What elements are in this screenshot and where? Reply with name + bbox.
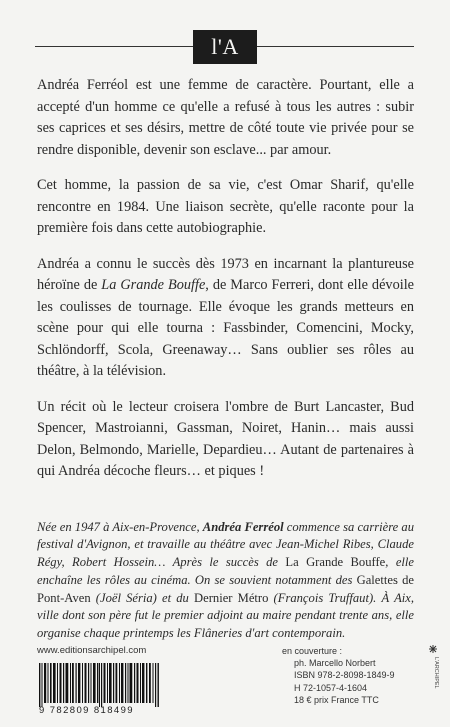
- paragraph-career: Andréa a connu le succès dès 1973 en incarnant la plantureuse héroïne de La Grande Bouffe, de Marco Ferreri, dont elle dévoile les coulisses de tournage. Elle évoque les grands metteurs en scène pour qui elle tourna : Fassbinder, Comencini, Mocky, Schlöndorff, Scola, Greenaway… Sans oublier ses rôles au théâtre, à la télévision.: [37, 255, 415, 379]
- paragraph-intro: Andréa Ferréol est une femme de caractère. Pourtant, elle a accepté d'un homme ce qu'elle a refusé à tous les autres : subir ses caprices et ses désirs, mettre de côté toute vie privée pour se rendre disponible, devenir son esclave... par amour.: [37, 77, 414, 158]
- header-rule-right: [257, 46, 414, 47]
- credits-block: [282, 645, 414, 706]
- barcode-number: 9 782809 818499: [39, 705, 134, 716]
- publisher-website: www.editionsarchipel.com: [37, 645, 147, 656]
- photo-credit: ph. Marcello Norbert: [294, 658, 376, 669]
- author-bio: Née en 1947 à Aix-en-Provence, Andréa Ferréol commence sa carrière au festival d'Avignon, et travaille au théâtre avec Jean-Michel Ribes, Claude Régy, Robert Hossein… Après le succès de La Grande Bouffe, elle enchaîne les rôles au cinéma. On se souvient notamment des Galettes de Pont-Aven (Joël Séria) et du Dernier Métro (François Truffaut). À Aix, ville dont son père fut le premier adjoint au maire pendant trente ans, elle organise chaque printemps les Flâneries d'art contemporain.: [37, 519, 414, 641]
- spine-text: L'ARCHIPEL: [433, 657, 439, 689]
- paragraph-recit: Un récit où le lecteur croisera l'ombre de Burt Lancaster, Bud Spencer, Mastroianni, Gassman, Noiret, Hanin… mais aussi Delon, Belmondo, Marielle, Depardieu… Autant de partenaires à qui Andréa décoche fleurs… et piques !: [37, 398, 414, 479]
- publisher-archipel-mark-icon: [425, 643, 441, 721]
- cover-label: en couverture :: [282, 646, 343, 656]
- price: 18 € prix France TTC: [294, 694, 379, 705]
- footer: [37, 645, 414, 725]
- header-rule-left: [35, 46, 193, 47]
- back-cover-text: [37, 75, 414, 643]
- paragraph-omar-sharif: Cet homme, la passion de sa vie, c'est Omar Sharif, qu'elle rencontre en 1984. Une liaison secrète, qu'elle raconte pour la première fois dans cette autobiographie.: [37, 177, 414, 236]
- barcode: [37, 663, 162, 707]
- isbn: ISBN 978-2-8098-1849-9: [294, 670, 395, 681]
- product-code: H 72-1057-4-1604: [294, 682, 368, 693]
- publisher-logo: l'A: [193, 30, 257, 64]
